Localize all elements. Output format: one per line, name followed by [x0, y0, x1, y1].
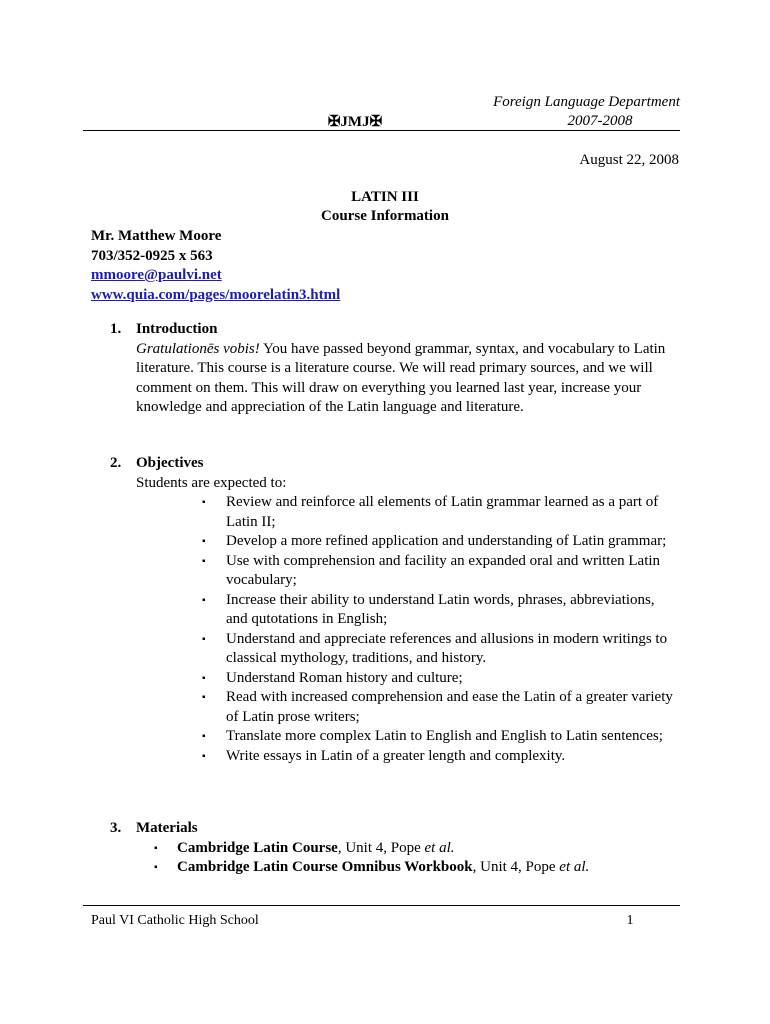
- list-item: ▪ Understand Roman history and culture;: [136, 669, 680, 689]
- section-materials: [110, 819, 680, 878]
- contact-block: [91, 227, 340, 305]
- department-header: [440, 93, 680, 131]
- materials-list: [110, 839, 680, 878]
- list-item: ▪ Write essays in Latin of a greater length and complexity.: [136, 747, 680, 767]
- bullet-icon: ▪: [154, 862, 158, 873]
- course-title: LATIN III: [351, 189, 419, 205]
- introduction-lead: Gratulationēs vobis!: [136, 340, 260, 357]
- bullet-icon: ▪: [202, 633, 206, 645]
- footer-school-name: Paul VI Catholic High School: [91, 913, 259, 928]
- section-heading: 2. Objectives: [110, 455, 204, 471]
- objectives-lead: Students are expected to:: [136, 474, 287, 491]
- bullet-icon: ▪: [202, 497, 206, 508]
- website-link[interactable]: www.quia.com/pages/moorelatin3.html: [91, 286, 341, 303]
- bullet-icon: ▪: [202, 594, 206, 606]
- document-date: August 22, 2008: [579, 152, 679, 168]
- section-heading: 3. Materials: [110, 820, 198, 836]
- list-item: ▪ Cambridge Latin Course, Unit 4, Pope et al.: [110, 839, 680, 859]
- list-item: ▪ Translate more complex Latin to English and English to Latin sentences;: [136, 727, 680, 747]
- introduction-text: Gratulationēs vobis! You have passed beyond grammar, syntax, and vocabulary to Latin literature. This course is a literature course. We will read primary sources, and we will comment on them. This will draw on everything you learned last year, increase your knowledge and appreciation of the Latin language and literature.: [136, 340, 666, 415]
- list-item: ▪ Develop a more refined application and understanding of Latin grammar;: [136, 532, 680, 552]
- teacher-name: Mr. Matthew Moore: [91, 228, 222, 244]
- bullet-icon: ▪: [202, 750, 206, 762]
- header-divider: [83, 130, 680, 131]
- section-heading: 1. Introduction: [110, 321, 218, 337]
- list-item: ▪ Use with comprehension and facility an expanded oral and written Latin vocabulary;: [202, 552, 661, 588]
- page-number: 1: [626, 913, 634, 928]
- bullet-icon: ▪: [154, 842, 158, 854]
- jmj-monogram: ✠JMJ✠: [327, 114, 383, 130]
- section-objectives: [110, 454, 680, 766]
- school-year: 2007-2008: [567, 113, 633, 129]
- objectives-list: [136, 493, 680, 766]
- bullet-icon: ▪: [202, 692, 206, 703]
- department-name: Foreign Language Department: [493, 94, 680, 110]
- email-link[interactable]: mmoore@paulvi.net: [91, 267, 222, 283]
- list-item: ▪ Review and reinforce all elements of Latin grammar learned as a part of Latin II;: [202, 494, 659, 530]
- bullet-icon: ▪: [202, 672, 206, 684]
- book-title: Cambridge Latin Course: [177, 839, 338, 856]
- bullet-icon: ▪: [202, 536, 206, 547]
- course-subtitle: Course Information: [321, 208, 449, 224]
- list-item: ▪ Understand and appreciate references and allusions in modern writings to classical mythology, traditions, and history.: [202, 630, 668, 666]
- bullet-icon: ▪: [202, 555, 206, 567]
- list-item: ▪ Increase their ability to understand Latin words, phrases, abbreviations, and qutotations in English;: [202, 591, 655, 627]
- footer-divider: [83, 905, 680, 906]
- section-introduction: [110, 320, 680, 418]
- book-title: Cambridge Latin Course Omnibus Workbook: [177, 859, 473, 875]
- bullet-icon: ▪: [202, 731, 206, 742]
- teacher-phone: 703/352-0925 x 563: [91, 247, 213, 264]
- list-item: ▪ Read with increased comprehension and ease the Latin of a greater variety of Latin prose writers;: [202, 689, 673, 725]
- list-item: ▪ Cambridge Latin Course Omnibus Workbook, Unit 4, Pope et al.: [110, 858, 680, 878]
